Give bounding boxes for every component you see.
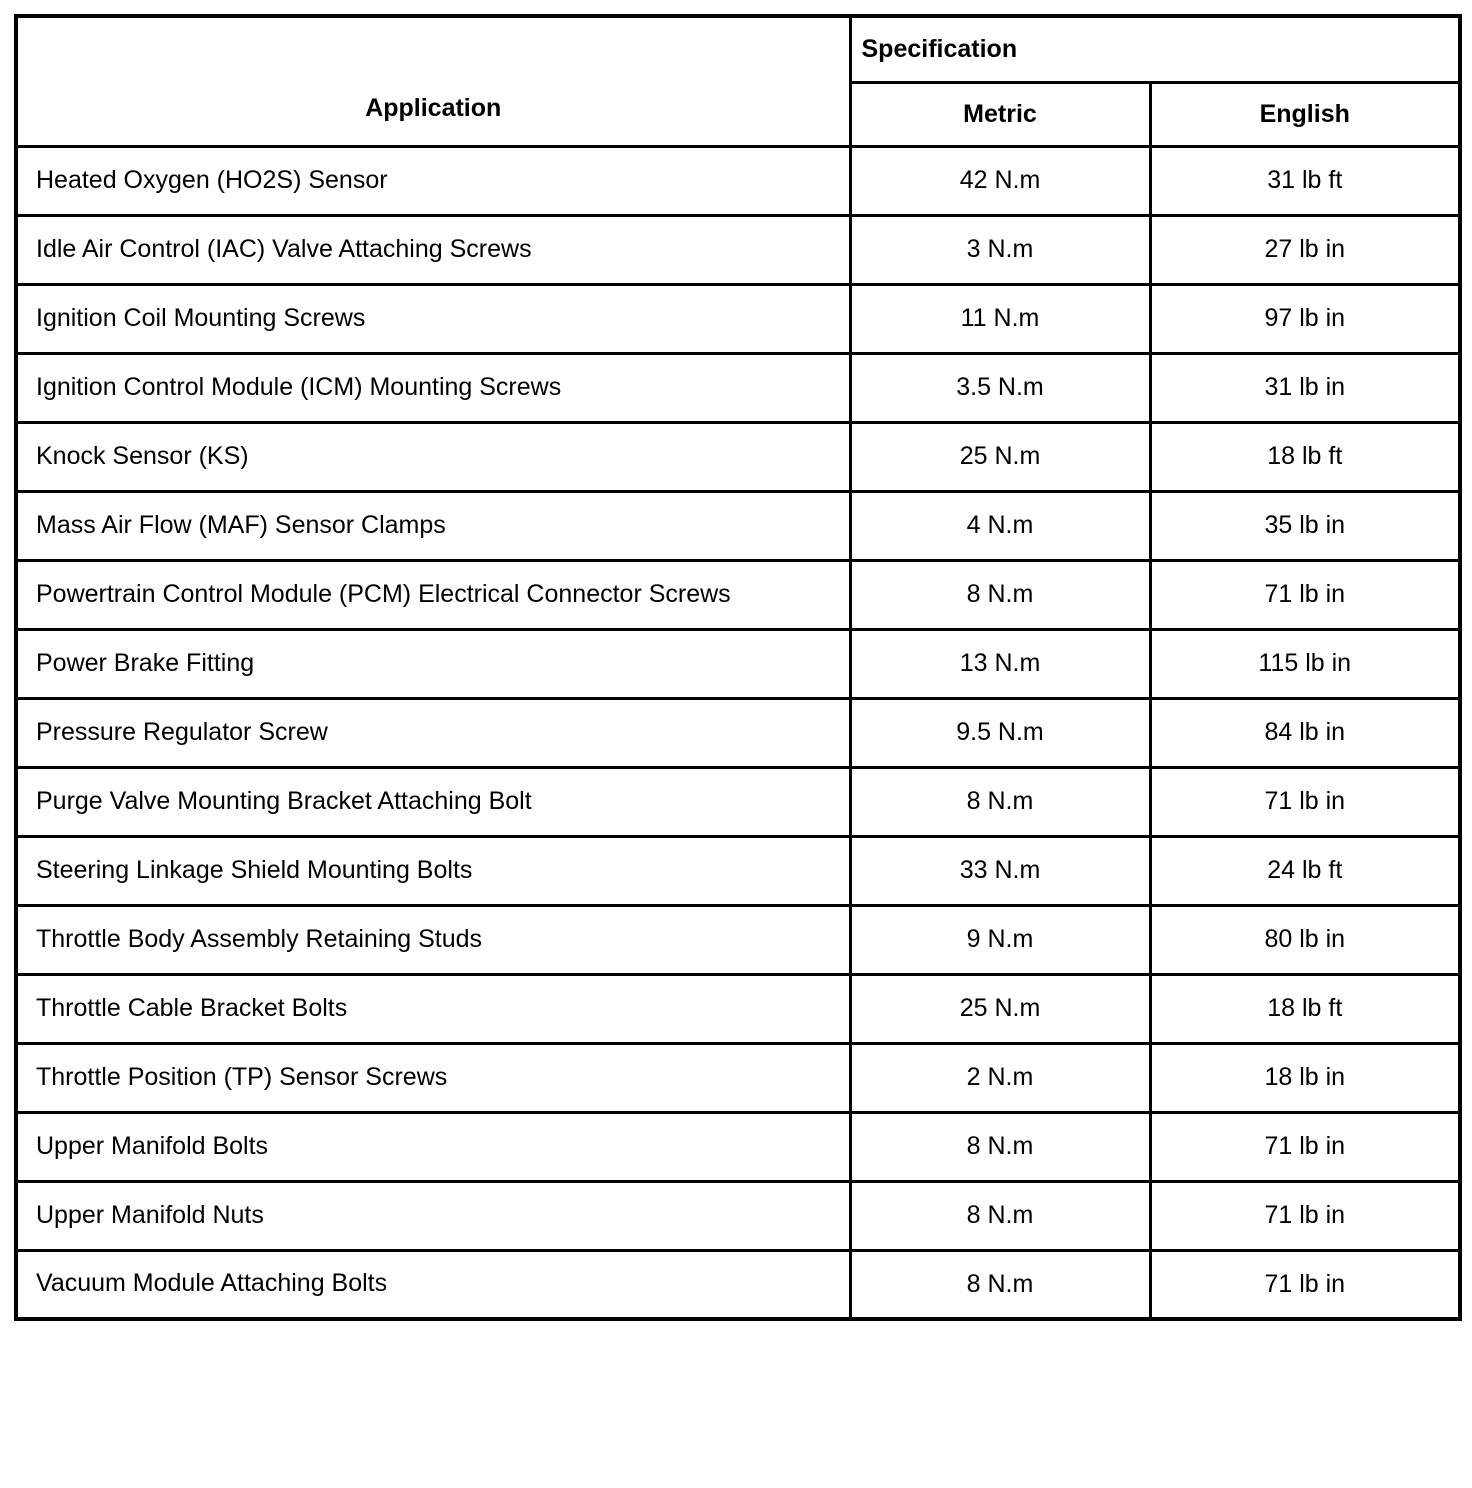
table-row [16,629,1460,698]
english-value-cell: 71 lb in [1150,1112,1460,1181]
table-row [16,1112,1460,1181]
english-value-cell: 71 lb in [1150,560,1460,629]
header-row-specification [16,16,1460,82]
application-cell: Throttle Position (TP) Sensor Screws [16,1043,850,1112]
table-row [16,560,1460,629]
table-row [16,767,1460,836]
english-column-header: English [1150,82,1460,146]
table-header [16,16,1460,146]
metric-value-cell: 8 N.m [850,1112,1150,1181]
application-cell: Upper Manifold Nuts [16,1181,850,1250]
english-value-cell: 84 lb in [1150,698,1460,767]
application-cell: Steering Linkage Shield Mounting Bolts [16,836,850,905]
application-cell: Throttle Body Assembly Retaining Studs [16,905,850,974]
metric-column-header: Metric [850,82,1150,146]
application-cell: Knock Sensor (KS) [16,422,850,491]
application-cell: Ignition Coil Mounting Screws [16,284,850,353]
application-cell: Ignition Control Module (ICM) Mounting Screws [16,353,850,422]
table-row [16,905,1460,974]
application-cell: Heated Oxygen (HO2S) Sensor [16,146,850,215]
english-value-cell: 18 lb ft [1150,422,1460,491]
application-cell: Powertrain Control Module (PCM) Electrical Connector Screws [16,560,850,629]
table-row [16,284,1460,353]
english-value-cell: 97 lb in [1150,284,1460,353]
table-row [16,1250,1460,1319]
english-value-cell: 18 lb in [1150,1043,1460,1112]
application-cell: Power Brake Fitting [16,629,850,698]
application-cell: Idle Air Control (IAC) Valve Attaching Screws [16,215,850,284]
table-row [16,491,1460,560]
metric-value-cell: 3.5 N.m [850,353,1150,422]
english-value-cell: 71 lb in [1150,767,1460,836]
table-row [16,974,1460,1043]
english-value-cell: 35 lb in [1150,491,1460,560]
table-body [16,146,1460,1319]
table-row [16,215,1460,284]
application-cell: Purge Valve Mounting Bracket Attaching Bolt [16,767,850,836]
metric-value-cell: 8 N.m [850,767,1150,836]
table-row [16,146,1460,215]
metric-value-cell: 9.5 N.m [850,698,1150,767]
metric-value-cell: 8 N.m [850,560,1150,629]
table-row [16,353,1460,422]
metric-value-cell: 11 N.m [850,284,1150,353]
table-row [16,1181,1460,1250]
application-cell: Pressure Regulator Screw [16,698,850,767]
specification-group-header: Specification [850,16,1460,82]
application-cell: Mass Air Flow (MAF) Sensor Clamps [16,491,850,560]
english-value-cell: 31 lb ft [1150,146,1460,215]
english-value-cell: 24 lb ft [1150,836,1460,905]
english-value-cell: 71 lb in [1150,1181,1460,1250]
english-value-cell: 18 lb ft [1150,974,1460,1043]
english-value-cell: 71 lb in [1150,1250,1460,1319]
application-cell: Upper Manifold Bolts [16,1112,850,1181]
metric-value-cell: 8 N.m [850,1181,1150,1250]
application-cell: Vacuum Module Attaching Bolts [16,1250,850,1319]
torque-specification-table [14,14,1462,1321]
metric-value-cell: 3 N.m [850,215,1150,284]
metric-value-cell: 4 N.m [850,491,1150,560]
metric-value-cell: 2 N.m [850,1043,1150,1112]
english-value-cell: 27 lb in [1150,215,1460,284]
table-row [16,1043,1460,1112]
metric-value-cell: 33 N.m [850,836,1150,905]
table-row [16,422,1460,491]
metric-value-cell: 42 N.m [850,146,1150,215]
table-row [16,698,1460,767]
application-column-header: Application [16,16,850,146]
english-value-cell: 31 lb in [1150,353,1460,422]
metric-value-cell: 25 N.m [850,422,1150,491]
metric-value-cell: 13 N.m [850,629,1150,698]
english-value-cell: 115 lb in [1150,629,1460,698]
metric-value-cell: 25 N.m [850,974,1150,1043]
metric-value-cell: 8 N.m [850,1250,1150,1319]
english-value-cell: 80 lb in [1150,905,1460,974]
application-cell: Throttle Cable Bracket Bolts [16,974,850,1043]
metric-value-cell: 9 N.m [850,905,1150,974]
table-row [16,836,1460,905]
